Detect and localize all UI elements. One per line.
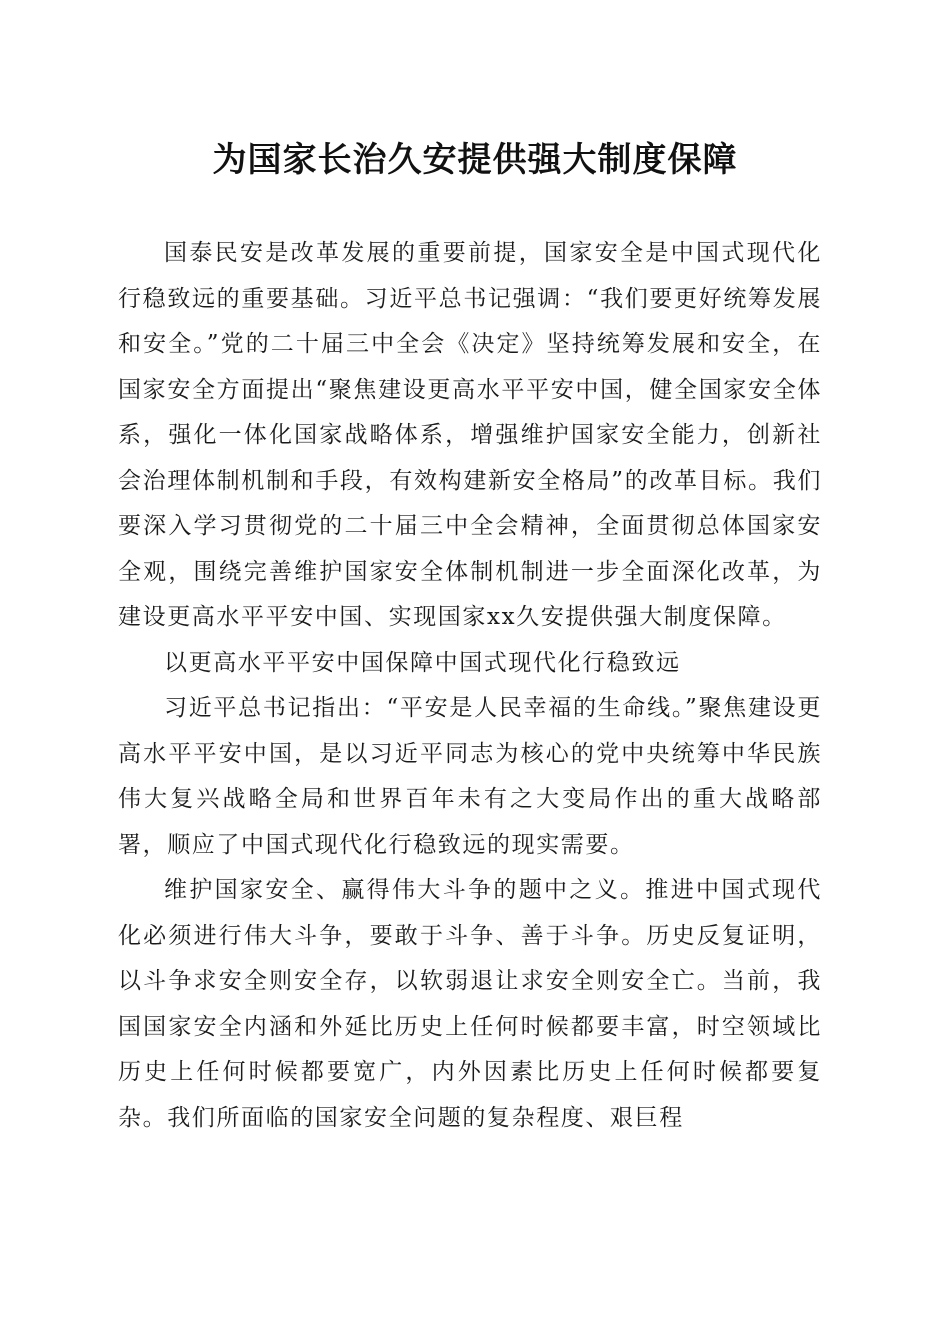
section-heading: 以更高水平平安中国保障中国式现代化行稳致远 xyxy=(164,649,681,676)
document-title: 为国家长治久安提供强大制度保障 xyxy=(212,140,738,180)
paragraph-struggle: 维护国家安全、赢得伟大斗争的题中之义。推进中国式现代化必须进行伟大斗争，要敢于斗争、善于斗争。历史反复证明，以斗争求安全则安全存，以软弱退让求安全则安全亡。当前，我国国家安全内涵和外延比历史上任何时候都要丰富，时空领域比历史上任何时候都要宽广，内外因素比历史上任何时候都要复杂。我们所面临的国家安全问题的复杂程度、艰巨程 xyxy=(118,877,822,1131)
paragraph-intro: 国泰民安是改革发展的重要前提，国家安全是中国式现代化行稳致远的重要基础。习近平总书记强调：“我们要更好统筹发展和安全。”党的二十届三中全会《决定》坚持统筹发展和安全，在国家安全方面提出“聚焦建设更高水平平安中国，健全国家安全体系，强化一体化国家战略体系，增强维护国家安全能力，创新社会治理体制机制和手段，有效构建新安全格局”的改革目标。我们要深入学习贯彻党的二十届三中全会精神，全面贯彻总体国家安全观，围绕完善维护国家安全体制机制进一步全面深化改革，为建设更高水平平安中国、实现国家xx久安提供强大制度保障。 xyxy=(118,240,822,630)
paragraph-quote: 习近平总书记指出：“平安是人民幸福的生命线。”聚焦建设更高水平平安中国，是以习近平同志为核心的党中央统筹中华民族伟大复兴战略全局和世界百年未有之大变局作出的重大战略部署，顺应了中国式现代化行稳致远的现实需要。 xyxy=(118,695,822,858)
document-body xyxy=(118,231,822,1141)
